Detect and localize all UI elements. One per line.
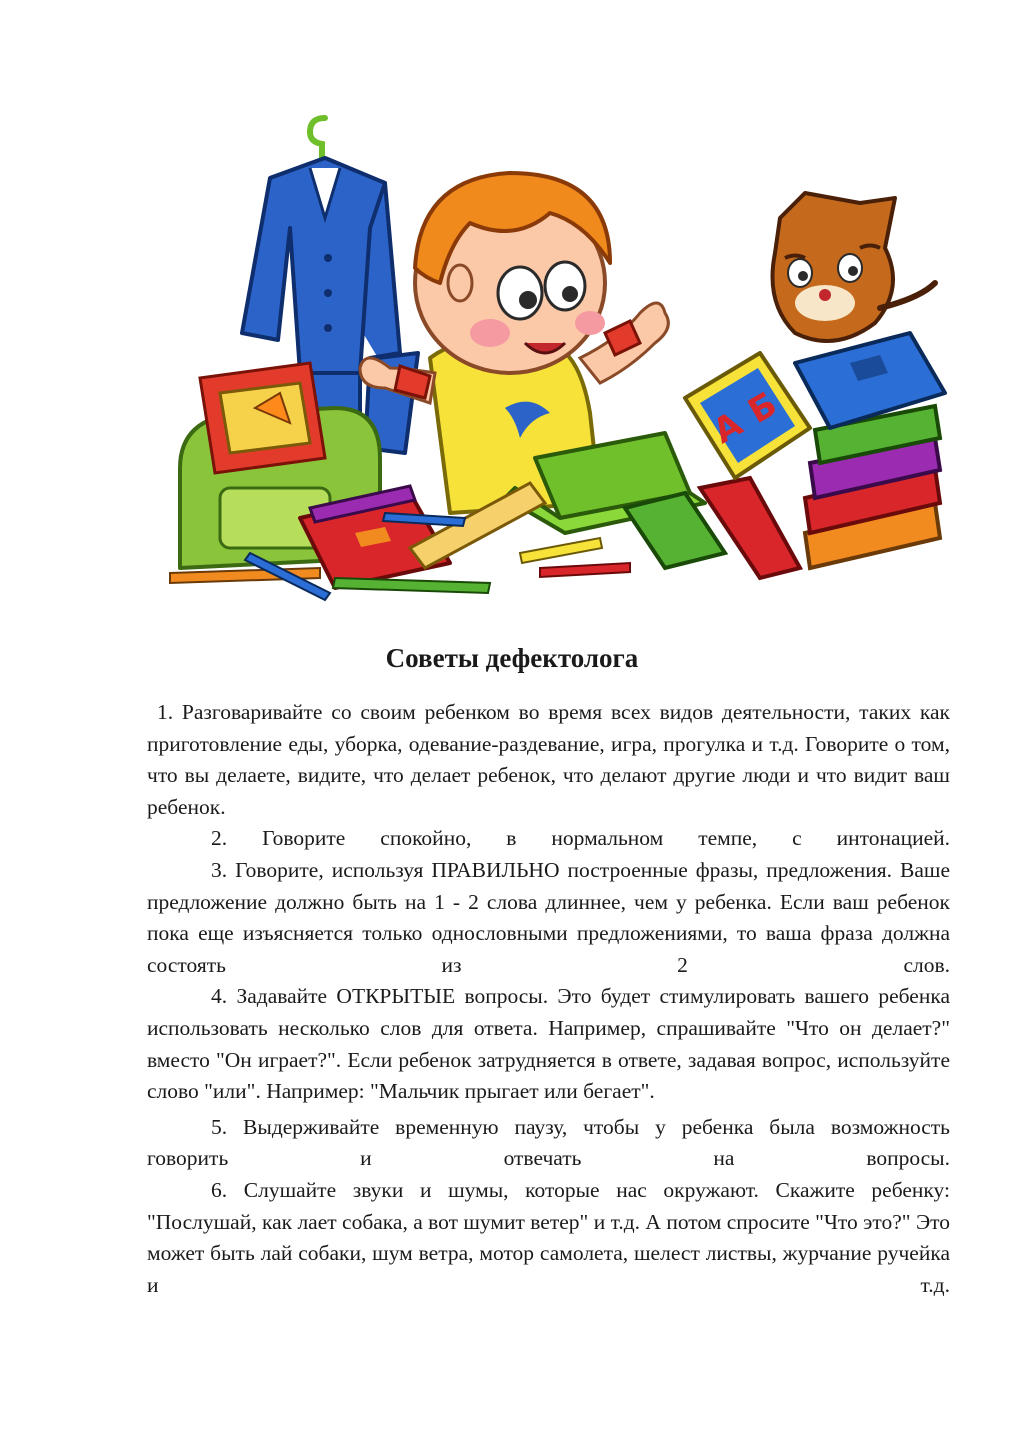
page-title: Советы дефектолога <box>385 643 639 673</box>
advice-item-6: 6. Слушайте звуки и шумы, которые нас окружают. Скажите ребенку: "Послушай, как лает собака, а вот шумит ветер" и т.д. А потом спросите "Что это?" Это может быть лай собаки, шум ветра, мотор самолета, шелест листвы, журчание ручейка и т.д. <box>147 1177 950 1297</box>
advice-item-5: 5. Выдерживайте временную паузу, чтобы у ребенка была возможность говорить и отвечать на вопросы. <box>147 1114 950 1171</box>
block-letter-b: Б <box>741 384 784 432</box>
advice-list <box>147 697 950 1301</box>
advice-item-3: 3. Говорите, используя ПРАВИЛЬНО построенные фразы, предложения. Ваше предложение должно быть на 1 - 2 слова длиннее, чем у ребенка. Если ваш ребенок пока еще изъясняется только однословными предложениями, то ваша фраза должна состоять из 2 слов. <box>147 857 950 977</box>
cat-icon <box>773 193 936 341</box>
block-letter-a: А <box>706 404 750 452</box>
advice-item-4: 4. Задавайте ОТКРЫТЫЕ вопросы. Это будет стимулировать вашего ребенка использовать несколько слов для ответа. Например, спрашивайте "Что он делает?" вместо "Он играет?". Если ребенок затрудняется в ответе, задавая вопрос, используйте слово "или". Например: "Мальчик прыгает или бегает". <box>147 984 950 1104</box>
illustration <box>160 108 960 608</box>
alphabet-block-icon <box>685 353 810 478</box>
books-stack-icon <box>795 333 945 568</box>
advice-item-2: 2. Говорите спокойно, в нормальном темпе, с интонацией. <box>211 826 950 851</box>
advice-item-1: 1. Разговаривайте со своим ребенком во время всех видов деятельности, таких как приготовление еды, уборка, одевание-раздевание, игра, прогулка и т.д. Говорите о том, что вы делаете, видите, что делает ребенок, что делают другие люди и что видит ваш ребенок. <box>147 700 950 819</box>
